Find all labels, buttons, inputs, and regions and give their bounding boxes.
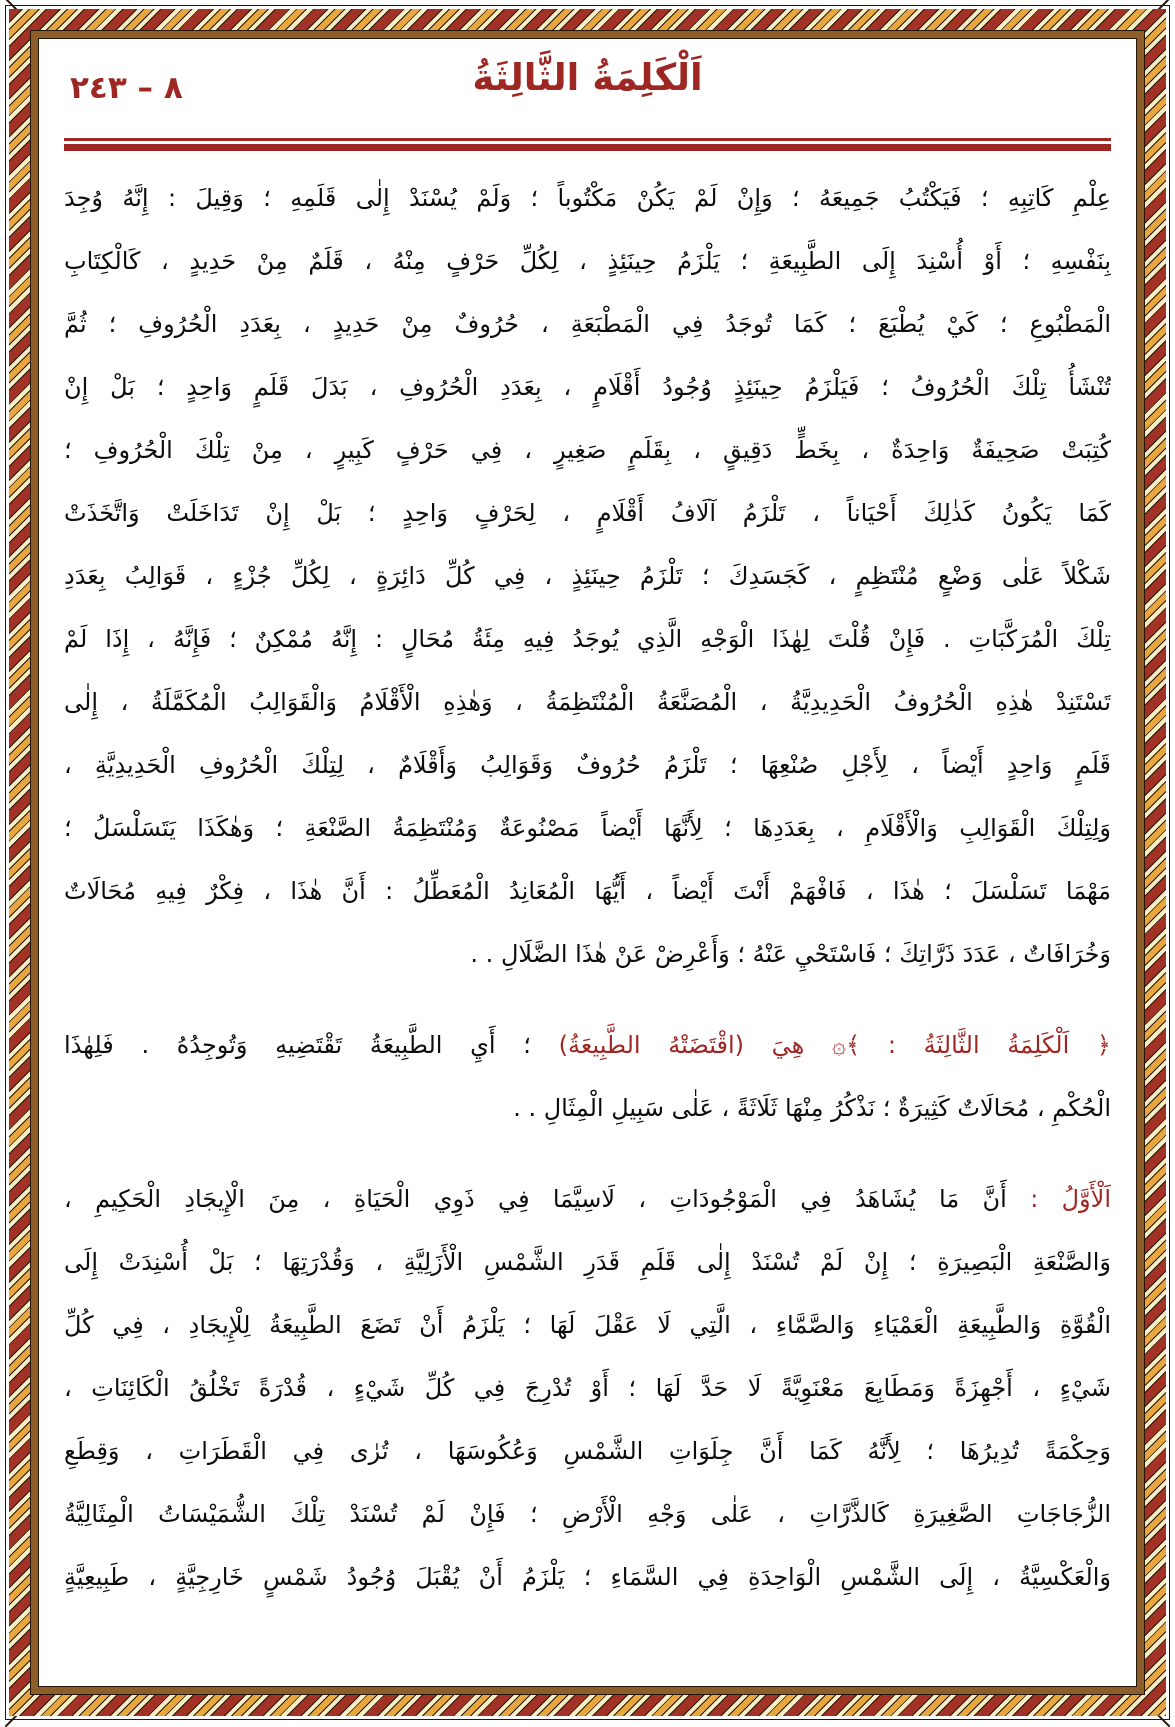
- text-body: [64, 167, 1111, 1609]
- text-line: [64, 1483, 1111, 1546]
- text-line: [64, 860, 1111, 923]
- body-text: وَالصَّنْعَةِ الْبَصِيرَةِ ؛ إِنْ لَمْ تُسْنَدْ إِلٰى قَلَمِ قَدَرِ الشَّمْسِ الْأَزَلِيَّةِ ، وَقُدْرَتِهَا ؛ بَلْ أُسْنِدَتْ إِلَى: [64, 1248, 1111, 1276]
- body-text: شَيْءٍ ، أَجْهِزَةً وَمَطَابِعَ مَعْنَوِيَّةً لَا حَدَّ لَهَا ؛ أَوْ تُدْرِجَ فِي كُلِّ شَيْءٍ ، قُدْرَةً تَخْلُقُ الْكَائِنَاتِ ،: [64, 1374, 1111, 1402]
- text-line: [64, 923, 1111, 986]
- text-line: [64, 734, 1111, 797]
- text-line: [64, 797, 1111, 860]
- page-header: [64, 42, 1111, 138]
- corner-ornament-icon: [1158, 1715, 1171, 1727]
- text-line: [64, 230, 1111, 293]
- body-text: بِنَفْسِهِ ؛ أَوْ أُسْنِدَ إِلَى الطَّبِيعَةِ ؛ يَلْزَمُ حِينَئِذٍ ، لِكُلِّ حَرْفٍ مِنْهُ ، قَلَمٌ مِنْ حَدِيدٍ ، كَالْكِتَابِ: [64, 247, 1111, 275]
- body-text: ؛ أَيِ الطَّبِيعَةُ تَقْتَضِيهِ وَتُوجِدُهُ . فَلِهٰذَا: [64, 1031, 559, 1059]
- text-line: [64, 1546, 1111, 1609]
- text-line: [64, 1168, 1111, 1231]
- text-line: [64, 671, 1111, 734]
- text-line: [64, 356, 1111, 419]
- text-line: [64, 293, 1111, 356]
- text-line: [64, 545, 1111, 608]
- body-text: عِلْمِ كَاتِبِهِ ؛ فَيَكْتُبُ جَمِيعَهُ ؛ وَإِنْ لَمْ يَكُنْ مَكْتُوباً ؛ وَلَمْ يُسْنَدْ إِلٰى قَلَمِهِ ؛ وَقِيلَ : إِنَّهُ وُجِدَ: [64, 184, 1111, 212]
- corner-ornament-icon: [5, 1715, 18, 1727]
- body-text: الزُّجَاجَاتِ الصَّغِيرَةِ كَالذَّرَّاتِ ، عَلٰى وَجْهِ الْأَرْضِ ؛ فَإِنْ لَمْ تُسْنَدْ تِلْكَ الشُّمَيْسَاتُ الْمِثَالِيَّةُ: [64, 1500, 1111, 1528]
- body-text: وَالْعَكْسِيَّةُ ، إِلَى الشَّمْسِ الْوَاحِدَةِ فِي السَّمَاءِ ؛ يَلْزَمُ أَنْ يُقْبَلَ وُجُودُ شَمْسٍ خَارِجِيَّةٍ ، طَبِيعِيَّةٍ: [64, 1563, 1111, 1591]
- body-text: الْقُوَّةِ وَالطَّبِيعَةِ الْعَمْيَاءِ وَالصَّمَّاءِ ، الَّتِي لَا عَقْلَ لَهَا ؛ يَلْزَمُ أَنْ تَضَعَ الطَّبِيعَةُ لِلْإِيجَادِ ، فِي كُلِّ: [64, 1311, 1111, 1339]
- text-line: [64, 608, 1111, 671]
- body-text: الْحُكْمِ ، مُحَالَاتٌ كَثِيرَةٌ ؛ نَذْكُرُ مِنْهَا ثَلَاثَةً ، عَلٰى سَبِيلِ الْمِثَالِ . .: [513, 1094, 1111, 1122]
- header-rule-thick: [64, 144, 1111, 151]
- paragraph: [64, 1168, 1111, 1609]
- body-text: كَمَا يَكُونُ كَذٰلِكَ أَحْيَاناً ، تَلْزَمُ آلَافُ أَقْلَامٍ ، لِحَرْفٍ وَاحِدٍ ؛ بَلْ إِنْ تَدَاخَلَتْ وَاتَّخَذَتْ: [64, 499, 1111, 527]
- text-line: [64, 1014, 1111, 1077]
- body-text: شَكْلاً عَلٰى وَضْعٍ مُنْتَظِمٍ ، كَجَسَدِكَ ؛ تَلْزَمُ حِينَئِذٍ ، فِي كُلِّ دَائِرَةٍ ، لِكُلِّ جُزْءٍ ، قَوَالِبُ بِعَدَدِ: [64, 562, 1111, 590]
- text-line: [64, 167, 1111, 230]
- content-area: [42, 42, 1133, 1683]
- paragraph: [64, 1014, 1111, 1140]
- text-line: [64, 1294, 1111, 1357]
- body-text: وَحِكْمَةً تُدِيرُهَا ؛ لِأَنَّهُ كَمَا أَنَّ جِلَوَاتِ الشَّمْسِ وَعُكُوسَهَا ، تُرٰى فِي الْقَطَرَاتِ ، وَقِطَعِ: [64, 1437, 1111, 1465]
- highlighted-phrase: اَلْأَوَّلُ :: [1006, 1185, 1111, 1213]
- text-line: [64, 1077, 1111, 1140]
- body-text: تِلْكَ الْمُرَكَّبَاتِ . فَإِنْ قُلْتَ لِهٰذَا الْوَجْهِ الَّذِي يُوجَدُ فِيهِ مِئَةُ مُحَالٍ : إِنَّهُ مُمْكِنٌ ؛ فَإِنَّهُ ، إِذَا لَمْ: [64, 625, 1111, 653]
- page-number: ٨ – ٢٤٣: [70, 70, 183, 106]
- body-text: وَلِتِلْكَ الْقَوَالِبِ وَالْأَقْلَامِ ، بِعَدَدِهَا ؛ لِأَنَّهَا أَيْضاً مَصْنُوعَةٌ وَمُنْتَظِمَةُ الصَّنْعَةِ ؛ وَهٰكَذَا يَتَسَلْسَلُ ؛: [64, 814, 1111, 842]
- text-line: [64, 1357, 1111, 1420]
- body-text: الْمَطْبُوعِ ؛ كَيْ يُطْبَعَ ؛ كَمَا تُوجَدُ فِي الْمَطْبَعَةِ ، حُرُوفٌ مِنْ حَدِيدٍ ، بِعَدَدِ الْحُرُوفِ ؛ ثُمَّ: [64, 310, 1111, 338]
- body-text: مَهْمَا تَسَلْسَلَ ؛ هٰذَا ، فَافْهَمْ أَنْتَ أَيْضاً ، أَيُّهَا الْمُعَانِدُ الْمُعَطِّلُ : أَنَّ هٰذَا ، فِكْرٌ فِيهِ مُحَالَاتٌ: [64, 877, 1111, 905]
- body-text: وَخُرَافَاتٌ ، عَدَدَ ذَرَّاتِكَ ؛ فَاسْتَحْيِ عَنْهُ ؛ وَأَعْرِضْ عَنْ هٰذَا الضَّلَالِ . .: [470, 940, 1111, 968]
- body-text: تُنْشَأُ تِلْكَ الْحُرُوفُ ؛ فَيَلْزَمُ حِينَئِذٍ وُجُودُ أَقْلَامٍ ، بِعَدَدِ الْحُرُوفِ ، بَدَلَ قَلَمٍ وَاحِدٍ ؛ بَلْ إِنْ: [64, 373, 1111, 401]
- text-line: [64, 419, 1111, 482]
- highlighted-phrase: ﴿ اَلْكَلِمَةُ الثَّالِثَةُ : ﴾۞ هِيَ (اقْتَضَتْهُ الطَّبِيعَةُ): [558, 1031, 1111, 1059]
- body-text: تَسْتَنِدْ هٰذِهِ الْحُرُوفُ الْحَدِيدِيَّةُ ، الْمُصَنَّعَةُ الْمُنْتَظِمَةُ ، وَهٰذِهِ الْأَقْلَامُ وَالْقَوَالِبُ الْمُكَمَّلَةُ ، إِلٰى: [64, 688, 1111, 716]
- paragraph: [64, 167, 1111, 986]
- body-text: أَنَّ مَا يُشَاهَدُ فِي الْمَوْجُودَاتِ ، لَاسِيَّمَا فِي ذَوِي الْحَيَاةِ ، مِنَ الْإِيجَادِ الْحَكِيمِ ،: [64, 1185, 1007, 1213]
- text-line: [64, 1420, 1111, 1483]
- text-line: [64, 482, 1111, 545]
- text-line: [64, 1231, 1111, 1294]
- page-title: اَلْكَلِمَةُ الثَّالِثَةُ: [472, 56, 703, 99]
- body-text: كُتِبَتْ صَحِيفَةٌ وَاحِدَةٌ ، بِخَطٍّ دَقِيقٍ ، بِقَلَمٍ صَغِيرٍ ، فِي حَرْفٍ كَبِيرٍ ، مِنْ تِلْكَ الْحُرُوفِ ؛: [64, 436, 1111, 464]
- body-text: قَلَمٍ وَاحِدٍ أَيْضاً ، لِأَجْلِ صُنْعِهَا ؛ تَلْزَمُ حُرُوفٌ وَقَوَالِبُ وَأَقْلَامٌ ، لِتِلْكَ الْحُرُوفِ الْحَدِيدِيَّةِ ،: [64, 751, 1111, 779]
